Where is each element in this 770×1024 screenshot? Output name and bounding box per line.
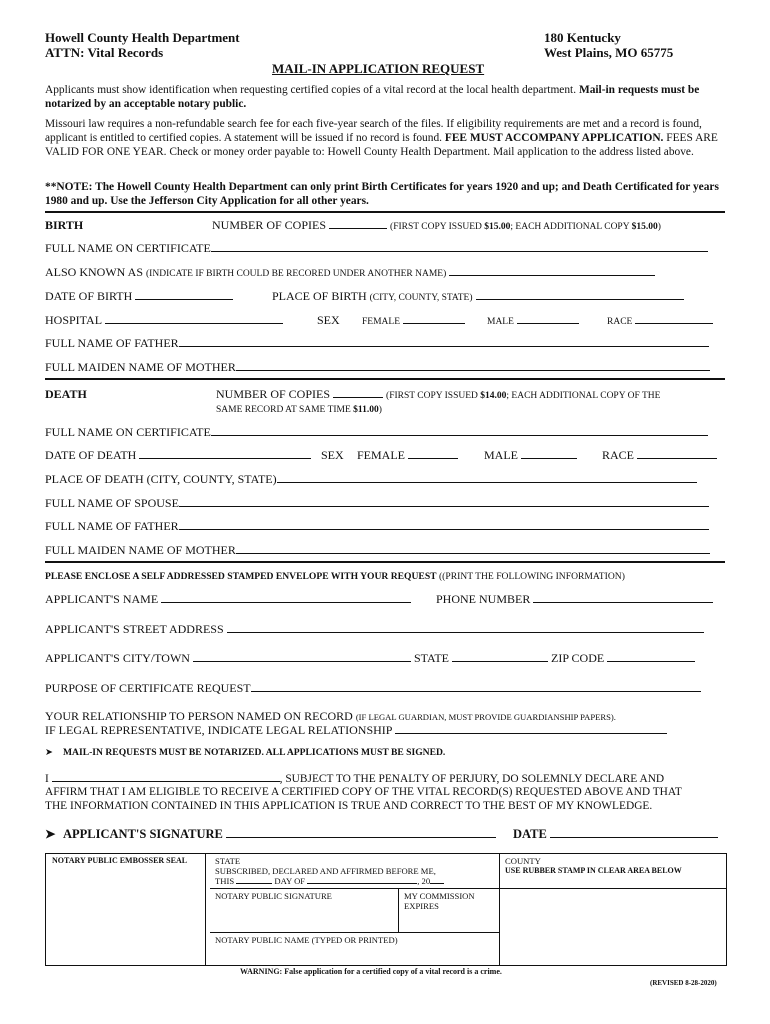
birth-hospital-field[interactable] — [105, 313, 283, 324]
applicant-zip-field[interactable] — [607, 651, 695, 662]
notary-signature-cell[interactable]: NOTARY PUBLIC SIGNATURE — [210, 888, 399, 932]
death-spouse-field[interactable] — [179, 496, 709, 507]
birth-aka-label: ALSO KNOWN AS — [45, 265, 144, 279]
applicant-street-row — [45, 622, 704, 636]
death-full-name-field[interactable] — [211, 425, 708, 436]
applicant-name-field[interactable] — [161, 592, 411, 603]
birth-female-label: FEMALE — [362, 317, 400, 327]
applicant-phone-row — [436, 592, 713, 606]
envelope-notice: PLEASE ENCLOSE A SELF ADDRESSED STAMPED ENVELOPE WITH YOUR REQUEST ((PRINT THE FOLLOWING INFORMATION) — [45, 571, 625, 582]
death-fee-note: (FIRST COPY ISSUED $14.00; EACH ADDITIONAL COPY OF THE — [386, 391, 661, 401]
date-label: DATE — [513, 827, 547, 841]
arrow-bullet-icon: ➤ — [45, 747, 54, 758]
relationship-label: YOUR RELATIONSHIP TO PERSON NAMED ON RECORD — [45, 709, 353, 723]
birth-hospital-row — [45, 313, 283, 327]
death-pod-label: PLACE OF DEATH (CITY, COUNTY, STATE) — [45, 472, 277, 486]
applicant-city-field[interactable] — [193, 651, 411, 662]
applicant-phone-field[interactable] — [533, 592, 713, 603]
notary-year-field[interactable] — [430, 876, 444, 884]
applicant-zip-label: ZIP CODE — [551, 651, 605, 665]
birth-race-field[interactable] — [635, 313, 713, 324]
birth-aka-field[interactable] — [449, 265, 655, 276]
signature-row — [45, 827, 496, 841]
notary-county-cell — [499, 854, 726, 965]
intro-paragraph-1 — [45, 83, 725, 111]
notary-subscribed-label: SUBSCRIBED, DECLARED AND AFFIRMED BEFORE ME, — [215, 866, 436, 876]
birth-fee-note: (FIRST COPY ISSUED $15.00; EACH ADDITIONAL COPY $15.00) — [390, 222, 661, 232]
legal-rep-label: IF LEGAL REPRESENTATIVE, INDICATE LEGAL RELATIONSHIP — [45, 723, 393, 737]
intro-fee-bold: FEE MUST ACCOMPANY APPLICATION. — [444, 132, 664, 144]
oath-name-field[interactable] — [52, 771, 280, 782]
death-dod-field[interactable] — [139, 448, 311, 459]
death-dod-label: DATE OF DEATH — [45, 448, 137, 462]
relationship-note: (IF LEGAL GUARDIAN, MUST PROVIDE GUARDIANSHIP PAPERS). — [355, 712, 616, 722]
birth-male-row — [487, 313, 579, 329]
signature-label: APPLICANT'S SIGNATURE — [63, 827, 223, 841]
death-race-field[interactable] — [637, 448, 717, 459]
divider — [45, 561, 725, 563]
death-race-label: RACE — [602, 448, 635, 462]
notarize-notice: ➤ MAIL-IN REQUESTS MUST BE NOTARIZED. ALL APPLICATIONS MUST BE SIGNED. — [45, 747, 446, 758]
divider — [45, 378, 725, 380]
death-pod-field[interactable] — [277, 472, 697, 483]
applicant-street-label: APPLICANT'S STREET ADDRESS — [45, 622, 224, 636]
oath-line-3: THE INFORMATION CONTAINED IN THIS APPLICATION IS TRUE AND CORRECT TO THE BEST OF MY KNOWLEDGE. — [45, 800, 653, 812]
birth-dob-field[interactable] — [135, 289, 233, 300]
birth-female-row — [362, 313, 465, 329]
death-female-field[interactable] — [408, 448, 458, 459]
birth-aka-note: (INDICATE IF BIRTH COULD BE RECORED UNDER ANOTHER NAME) — [146, 269, 447, 279]
death-father-field[interactable] — [179, 519, 709, 530]
birth-father-field[interactable] — [179, 336, 709, 347]
applicant-city-label: APPLICANT'S CITY/TOWN — [45, 651, 190, 665]
applicant-city-row — [45, 651, 695, 665]
notary-day-field[interactable] — [236, 876, 272, 884]
oath-line-1: I , SUBJECT TO THE PENALTY OF PERJURY, DO SOLEMNLY DECLARE AND — [45, 773, 665, 785]
notary-date-line: THIS DAY OF , 20 — [215, 876, 495, 886]
birth-male-label: MALE — [487, 317, 514, 327]
birth-race-row — [607, 313, 713, 329]
birth-dob-label: DATE OF BIRTH — [45, 289, 133, 303]
divider — [45, 211, 725, 213]
address-city: West Plains, MO 65775 — [544, 45, 674, 60]
year-note: **NOTE: The Howell County Health Department can only print Birth Certificates for years 1920 and up; and Death Certificated for years 1980 and up. Use the Jefferson City Application for all other years. — [45, 181, 719, 207]
birth-copies-row — [212, 218, 661, 234]
notary-month-field[interactable] — [307, 876, 417, 884]
intro-text: Applicants must show identification when requesting certified copies of a vital record at the local health department. — [45, 84, 577, 96]
death-full-name-label: FULL NAME ON CERTIFICATE — [45, 425, 211, 439]
purpose-row — [45, 681, 701, 695]
divider — [499, 888, 726, 889]
birth-father-label: FULL NAME OF FATHER — [45, 336, 179, 350]
death-dod-row — [45, 448, 311, 462]
death-father-label: FULL NAME OF FATHER — [45, 519, 179, 533]
applicant-phone-label: PHONE NUMBER — [436, 592, 531, 606]
death-race-row — [602, 448, 717, 462]
birth-mother-row — [45, 360, 710, 374]
death-spouse-row — [45, 496, 709, 510]
notary-stamp-label: USE RUBBER STAMP IN CLEAR AREA BELOW — [505, 866, 682, 875]
applicant-state-label: STATE — [413, 651, 449, 665]
birth-mother-field[interactable] — [236, 360, 710, 371]
death-female-row — [357, 448, 458, 462]
birth-male-field[interactable] — [517, 313, 579, 324]
birth-mother-label: FULL MAIDEN NAME OF MOTHER — [45, 360, 236, 374]
revised-date: (REVISED 8-28-2020) — [650, 979, 717, 987]
death-copies-label: NUMBER OF COPIES — [216, 387, 331, 401]
death-copies-field[interactable] — [333, 387, 383, 398]
death-mother-field[interactable] — [236, 543, 710, 554]
birth-hospital-label: HOSPITAL — [45, 313, 102, 327]
birth-pob-row — [272, 289, 684, 305]
purpose-field[interactable] — [251, 681, 701, 692]
birth-copies-label: NUMBER OF COPIES — [212, 218, 327, 232]
arrow-bullet-icon: ➤ — [45, 827, 56, 841]
intro-paragraph-2 — [45, 117, 725, 159]
form-title: MAIL-IN APPLICATION REQUEST — [272, 61, 485, 76]
legal-rep-field[interactable] — [395, 723, 667, 734]
notary-printed-name-cell[interactable]: NOTARY PUBLIC NAME (TYPED OR PRINTED) — [210, 932, 499, 965]
warning-text: WARNING: False application for a certified copy of a vital record is a crime. — [240, 967, 502, 976]
death-heading: DEATH — [45, 387, 87, 401]
birth-sex-label: SEX — [317, 313, 340, 327]
applicant-name-label: APPLICANT'S NAME — [45, 592, 159, 606]
signature-field[interactable] — [226, 827, 496, 838]
birth-pob-field[interactable] — [476, 289, 684, 300]
death-mother-label: FULL MAIDEN NAME OF MOTHER — [45, 543, 236, 557]
notary-county-label: COUNTY — [505, 856, 541, 866]
birth-copies-field[interactable] — [329, 218, 387, 229]
death-father-row — [45, 519, 709, 533]
applicant-name-row — [45, 592, 411, 606]
birth-full-name-label: FULL NAME ON CERTIFICATE — [45, 241, 211, 255]
death-male-field[interactable] — [521, 448, 577, 459]
date-field[interactable] — [550, 827, 718, 838]
death-pod-row — [45, 472, 697, 486]
applicant-state-field[interactable] — [452, 651, 548, 662]
death-mother-row — [45, 543, 710, 557]
birth-full-name-row — [45, 241, 708, 255]
notary-state-label: STATE — [215, 856, 241, 866]
birth-race-label: RACE — [607, 317, 633, 327]
birth-full-name-field[interactable] — [211, 241, 708, 252]
attn-line: ATTN: Vital Records — [45, 45, 164, 60]
relationship-row — [45, 709, 616, 724]
legal-rep-row — [45, 723, 667, 737]
birth-heading: BIRTH — [45, 218, 84, 232]
death-spouse-label: FULL NAME OF SPOUSE — [45, 496, 179, 510]
death-male-row — [484, 448, 577, 462]
birth-pob-note: (CITY, COUNTY, STATE) — [369, 293, 473, 303]
notary-embosser-seal: NOTARY PUBLIC EMBOSSER SEAL — [46, 854, 206, 965]
address-street: 180 Kentucky — [544, 30, 621, 45]
intro-fee-text-2: FEES ARE VALID FOR ONE YEAR. Check or money order payable to: Howell County Health Department. Mail application to the address listed above. — [45, 132, 718, 158]
notary-block — [45, 853, 727, 966]
death-sex-label: SEX — [321, 448, 344, 462]
death-fee-note-line2: SAME RECORD AT SAME TIME $11.00) — [216, 405, 382, 415]
notary-commission-cell[interactable]: MY COMMISSION EXPIRES — [399, 888, 499, 932]
death-copies-row — [216, 387, 660, 403]
oath-line-2: AFFIRM THAT I AM ELIGIBLE TO RECEIVE A CERTIFIED COPY OF THE VITAL RECORD(S) REQUESTED ABOVE AND THAT — [45, 786, 682, 798]
birth-father-row — [45, 336, 709, 350]
death-full-name-row — [45, 425, 708, 439]
birth-dob-row — [45, 289, 233, 303]
applicant-street-field[interactable] — [227, 622, 704, 633]
purpose-label: PURPOSE OF CERTIFICATE REQUEST — [45, 681, 251, 695]
death-male-label: MALE — [484, 448, 518, 462]
birth-aka-row — [45, 265, 655, 281]
intro-fee-text: Missouri law requires a non-refundable search fee for each five-year search of the files. If eligibility requirements are met and a record is found, applicant is entitled to certified copies. A statement will be issued if no record is found. — [45, 118, 702, 144]
date-row — [513, 827, 718, 841]
intro-notarize: Mail-in requests must be notarized by an acceptable notary public. — [45, 84, 700, 110]
death-female-label: FEMALE — [357, 448, 405, 462]
notary-state-cell — [210, 854, 500, 888]
org-name: Howell County Health Department — [45, 30, 240, 45]
birth-female-field[interactable] — [403, 313, 465, 324]
birth-pob-label: PLACE OF BIRTH — [272, 289, 367, 303]
